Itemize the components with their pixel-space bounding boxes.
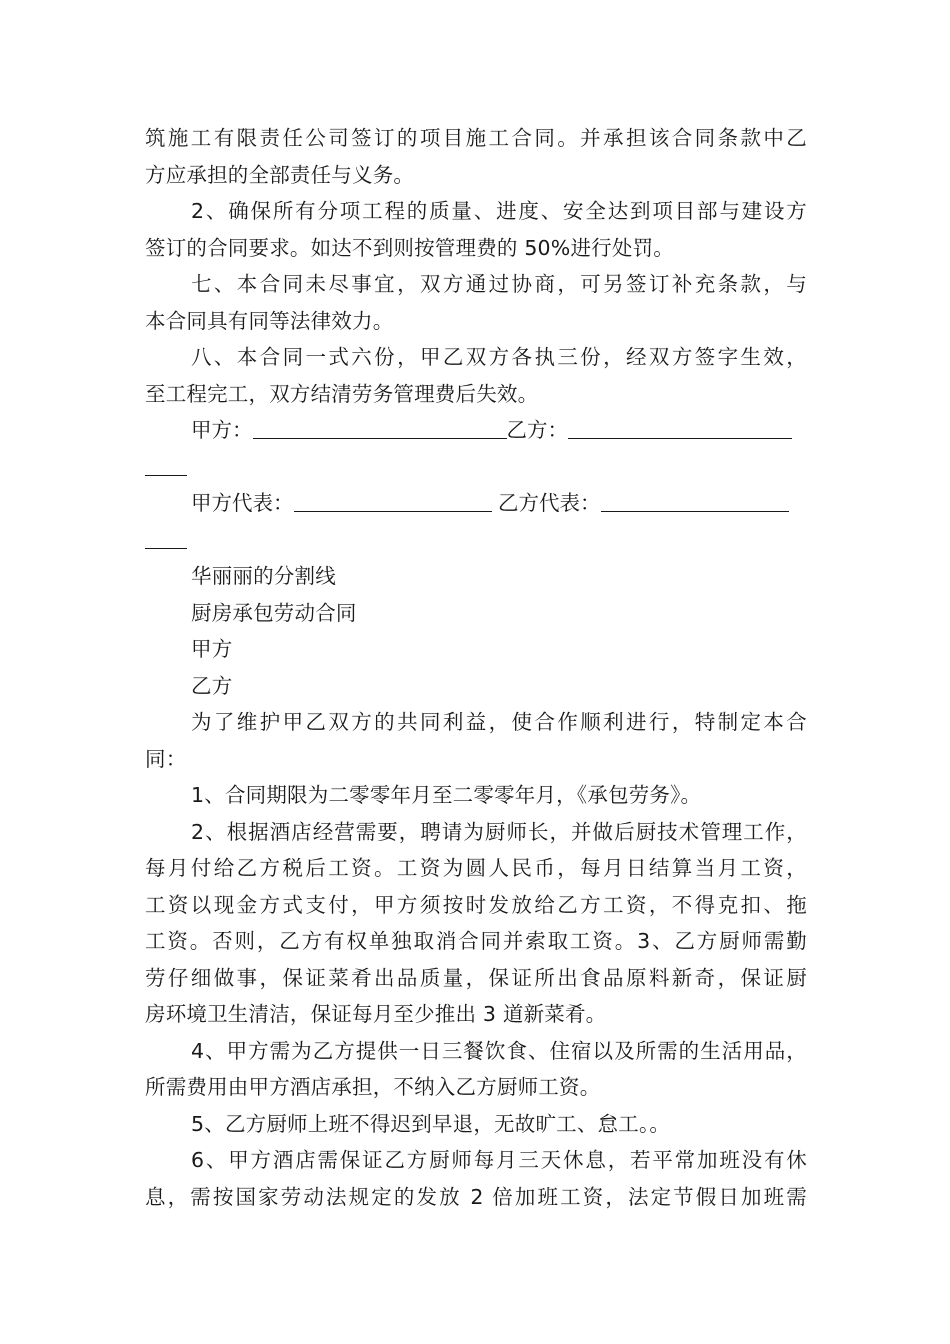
party-a-signature-label: 甲方： bbox=[191, 418, 253, 442]
paragraph-line: 劳仔细做事，保证菜肴出品质量，保证所出食品原料新奇，保证厨 bbox=[145, 965, 807, 990]
paragraph-line: 房环境卫生清洁，保证每月至少推出 3 道新菜肴。 bbox=[145, 1002, 607, 1026]
party-a-rep-signature-field[interactable] bbox=[294, 491, 492, 512]
signature-row-continuation bbox=[145, 449, 807, 486]
party-b-signature-label: 乙方： bbox=[506, 418, 568, 442]
paragraph-line: 2、根据酒店经营需要，聘请为厨师长，并做后厨技术管理工作， bbox=[191, 819, 807, 844]
contract-title: 厨房承包劳动合同 bbox=[191, 600, 357, 625]
party-a-rep-signature-label: 甲方代表： bbox=[191, 491, 294, 515]
party-b-rep-signature-label: 乙方代表： bbox=[498, 491, 601, 515]
paragraph-line: 息，需按国家劳动法规定的发放 2 倍加班工资，法定节假日加班需 bbox=[145, 1184, 807, 1209]
signature-row-continuation bbox=[145, 522, 807, 559]
party-b-rep-signature-field[interactable] bbox=[601, 491, 789, 512]
paragraph-line: 所需费用由甲方酒店承担，不纳入乙方厨师工资。 bbox=[145, 1075, 601, 1099]
paragraph-line: 签订的合同要求。如达不到则按管理费的 50%进行处罚。 bbox=[145, 235, 674, 260]
paragraph-line: 筑施工有限责任公司签订的项目施工合同。并承担该合同条款中乙 bbox=[145, 126, 807, 150]
divider-text: 华丽丽的分割线 bbox=[191, 564, 336, 588]
signature-row-representatives bbox=[145, 485, 807, 522]
paragraph-line: 方应承担的全部责任与义务。 bbox=[145, 162, 415, 187]
party-b-signature-field[interactable] bbox=[568, 418, 792, 439]
paragraph-line: 同： bbox=[145, 746, 187, 771]
party-a-signature-field[interactable] bbox=[253, 418, 507, 439]
paragraph-line: 七、本合同未尽事宜，双方通过协商，可另签订补充条款，与 bbox=[191, 272, 807, 296]
paragraph-line: 工资以现金方式支付，甲方须按时发放给乙方工资，不得克扣、拖 bbox=[145, 892, 807, 917]
paragraph-line: 5、乙方厨师上班不得迟到早退，无故旷工、怠工。。 bbox=[191, 1111, 671, 1136]
paragraph-line: 至工程完工，双方结清劳务管理费后失效。 bbox=[145, 381, 539, 406]
document-content bbox=[145, 120, 807, 1215]
signature-field-continuation bbox=[145, 455, 187, 476]
paragraph-line: 4、甲方需为乙方提供一日三餐饮食、住宿以及所需的生活用品， bbox=[191, 1038, 807, 1063]
paragraph-line: 每月付给乙方税后工资。工资为圆人民币，每月日结算当月工资， bbox=[145, 856, 807, 880]
paragraph-line: 2、确保所有分项工程的质量、进度、安全达到项目部与建设方 bbox=[191, 199, 807, 223]
paragraph-line: 6、甲方酒店需保证乙方厨师每月三天休息，若平常加班没有休 bbox=[191, 1148, 807, 1172]
paragraph-line: 工资。否则，乙方有权单独取消合同并索取工资。3、乙方厨师需勤 bbox=[145, 929, 807, 953]
paragraph-line: 八、本合同一式六份，甲乙双方各执三份，经双方签字生效， bbox=[191, 345, 807, 369]
signature-row-parties bbox=[145, 412, 807, 449]
paragraph-line: 本合同具有同等法律效力。 bbox=[145, 308, 394, 333]
paragraph-line: 1、合同期限为二零零年月至二零零年月，《承包劳务》。 bbox=[191, 783, 702, 807]
party-b-label: 乙方 bbox=[191, 673, 233, 698]
signature-field-continuation bbox=[145, 528, 187, 549]
party-a-label: 甲方 bbox=[191, 637, 233, 661]
paragraph-line: 为了维护甲乙双方的共同利益，使合作顺利进行，特制定本合 bbox=[191, 710, 807, 734]
